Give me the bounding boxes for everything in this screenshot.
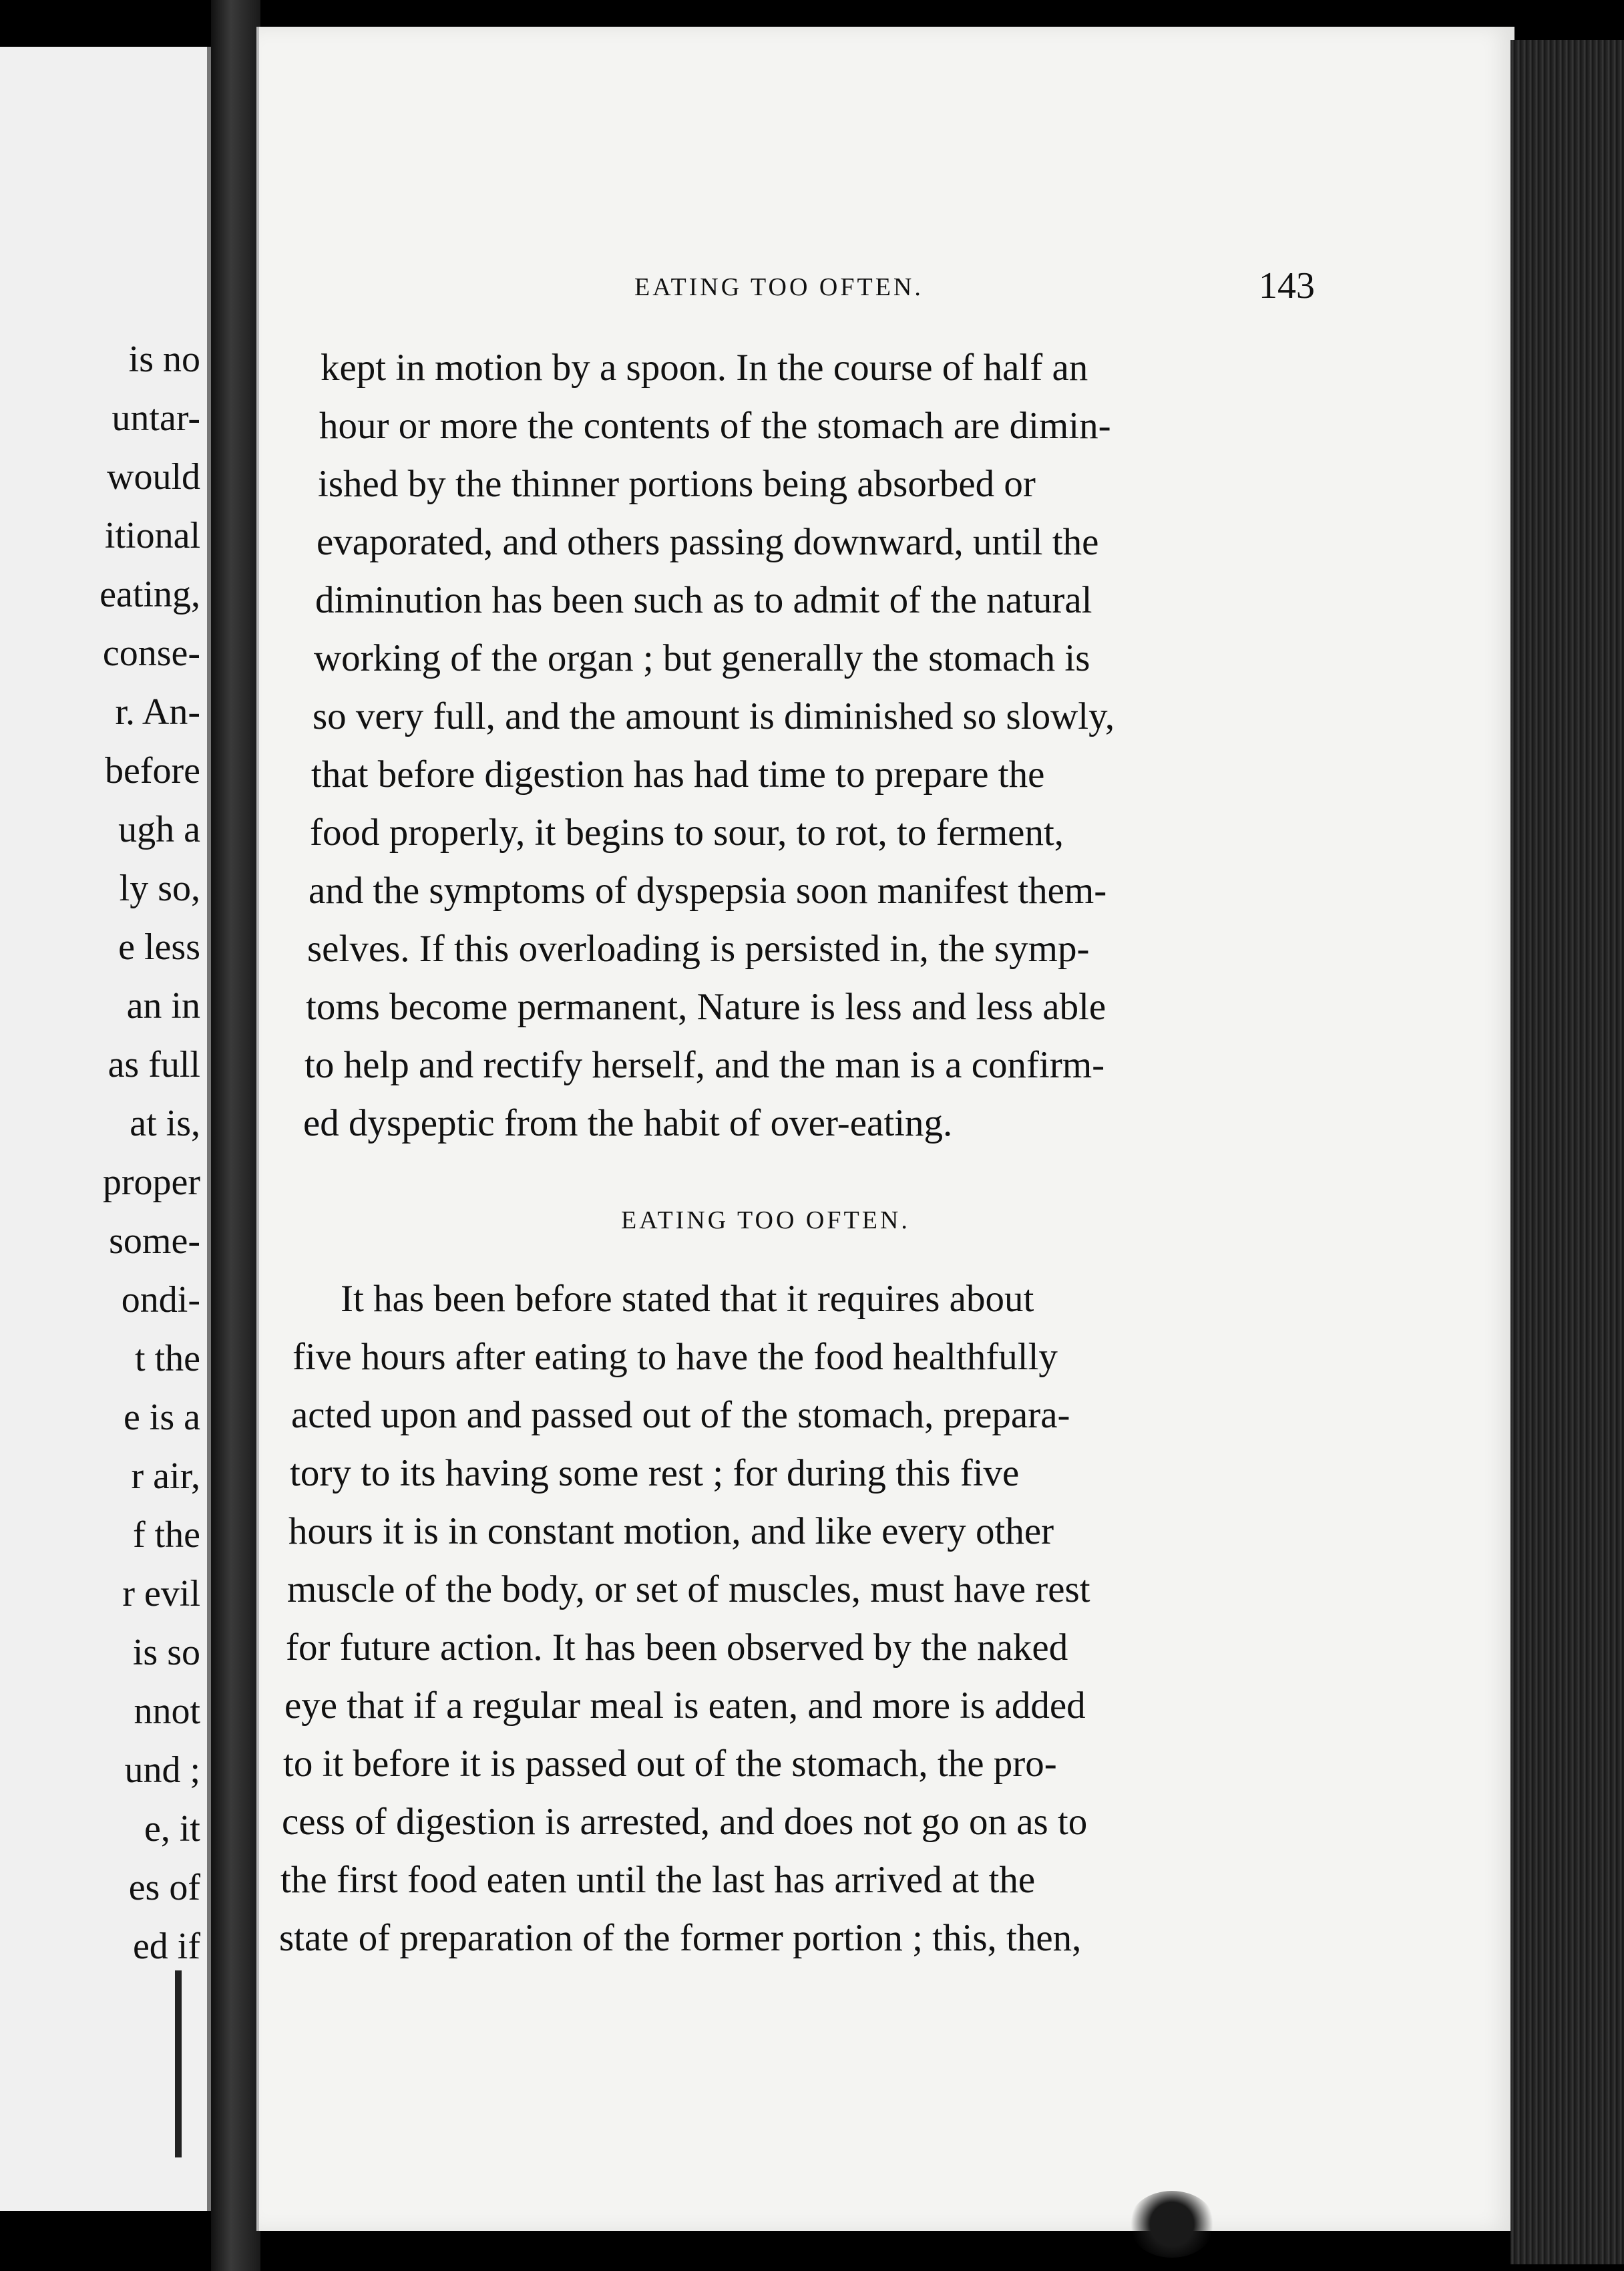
fragment-line: ugh a <box>118 809 200 850</box>
fragment-line: t the <box>135 1338 200 1379</box>
fragment-line: would <box>107 456 200 498</box>
text-line: food properly, it begins to sour, to rot, to ferment, <box>310 812 1064 854</box>
text-line: evaporated, and others passing downward, until the <box>317 521 1099 563</box>
fragment-line: an in <box>126 985 200 1027</box>
text-line: to help and rectify herself, and the man is a confirm- <box>304 1044 1105 1086</box>
text-line: eye that if a regular meal is eaten, and more is added <box>284 1685 1086 1727</box>
text-line: toms become permanent, Nature is less and less able <box>306 986 1106 1028</box>
text-line: ished by the thinner portions being absorbed or <box>318 463 1036 505</box>
text-line: diminution has been such as to admit of the natural <box>315 579 1092 621</box>
previous-page-fragment <box>0 47 211 2211</box>
fragment-line: e is a <box>123 1397 200 1438</box>
text-line: hour or more the contents of the stomach are dimin- <box>319 405 1111 447</box>
text-line: hours it is in constant motion, and like every other <box>288 1510 1054 1552</box>
text-line: for future action. It has been observed by the naked <box>286 1626 1068 1669</box>
text-line: the first food eaten until the last has arrived at the <box>280 1859 1036 1901</box>
fragment-line: ondi- <box>121 1279 200 1321</box>
fragment-line: conse- <box>102 633 200 674</box>
text-line: that before digestion has had time to prepare the <box>311 753 1045 796</box>
text-line: to it before it is passed out of the stomach, the pro- <box>283 1743 1057 1785</box>
fragment-line: r evil <box>122 1573 200 1614</box>
text-line: five hours after eating to have the food healthfully <box>292 1336 1058 1378</box>
fragment-line: before <box>104 750 200 792</box>
fragment-line: itional <box>104 515 200 556</box>
gutter-shadow <box>175 1970 182 2157</box>
text-line: kept in motion by a spoon. In the course of half an <box>321 347 1088 389</box>
text-line: selves. If this overloading is persisted in, the symp- <box>307 928 1090 970</box>
fragment-line: und ; <box>124 1749 200 1791</box>
fragment-line: e less <box>118 926 200 968</box>
fragment-line: untar- <box>112 397 200 439</box>
fragment-line: some- <box>109 1220 200 1262</box>
text-line: working of the organ ; but generally the stomach is <box>314 637 1090 679</box>
fragment-line: is so <box>132 1632 200 1673</box>
running-head: EATING TOO OFTEN. <box>634 273 924 301</box>
book-page-edges <box>1510 40 1624 2264</box>
text-line: so very full, and the amount is diminished so slowly, <box>313 695 1115 737</box>
fragment-line: proper <box>102 1162 200 1203</box>
text-line: tory to its having some rest ; for during this five <box>290 1452 1020 1494</box>
fragment-line: is no <box>128 339 200 380</box>
fragment-line: r. An- <box>115 691 200 733</box>
fragment-line: eating, <box>99 574 200 615</box>
fragment-line: es of <box>128 1867 200 1908</box>
text-line: and the symptoms of dyspepsia soon manifest them- <box>309 870 1107 912</box>
fragment-line: r air, <box>131 1455 200 1497</box>
text-line: muscle of the body, or set of muscles, must have rest <box>287 1568 1090 1610</box>
text-line: cess of digestion is arrested, and does not go on as to <box>282 1801 1088 1843</box>
text-line: acted upon and passed out of the stomach, prepara- <box>291 1394 1070 1436</box>
fragment-line: as full <box>108 1044 200 1085</box>
fragment-line: ed if <box>132 1926 200 1967</box>
section-heading: EATING TOO OFTEN. <box>621 1206 910 1234</box>
book-gutter <box>211 0 260 2271</box>
fragment-line: ly so, <box>119 868 200 909</box>
fragment-line: e, it <box>144 1808 200 1850</box>
page-number: 143 <box>1259 265 1315 307</box>
fragment-line: f the <box>132 1514 200 1556</box>
text-line: It has been before stated that it requires about <box>341 1278 1034 1320</box>
ink-blot <box>1129 2191 1215 2258</box>
fragment-line: nnot <box>134 1691 200 1732</box>
fragment-line: at is, <box>130 1103 200 1144</box>
text-line: ed dyspeptic from the habit of over-eating. <box>303 1102 953 1144</box>
text-line: state of preparation of the former portion ; this, then, <box>279 1917 1082 1959</box>
